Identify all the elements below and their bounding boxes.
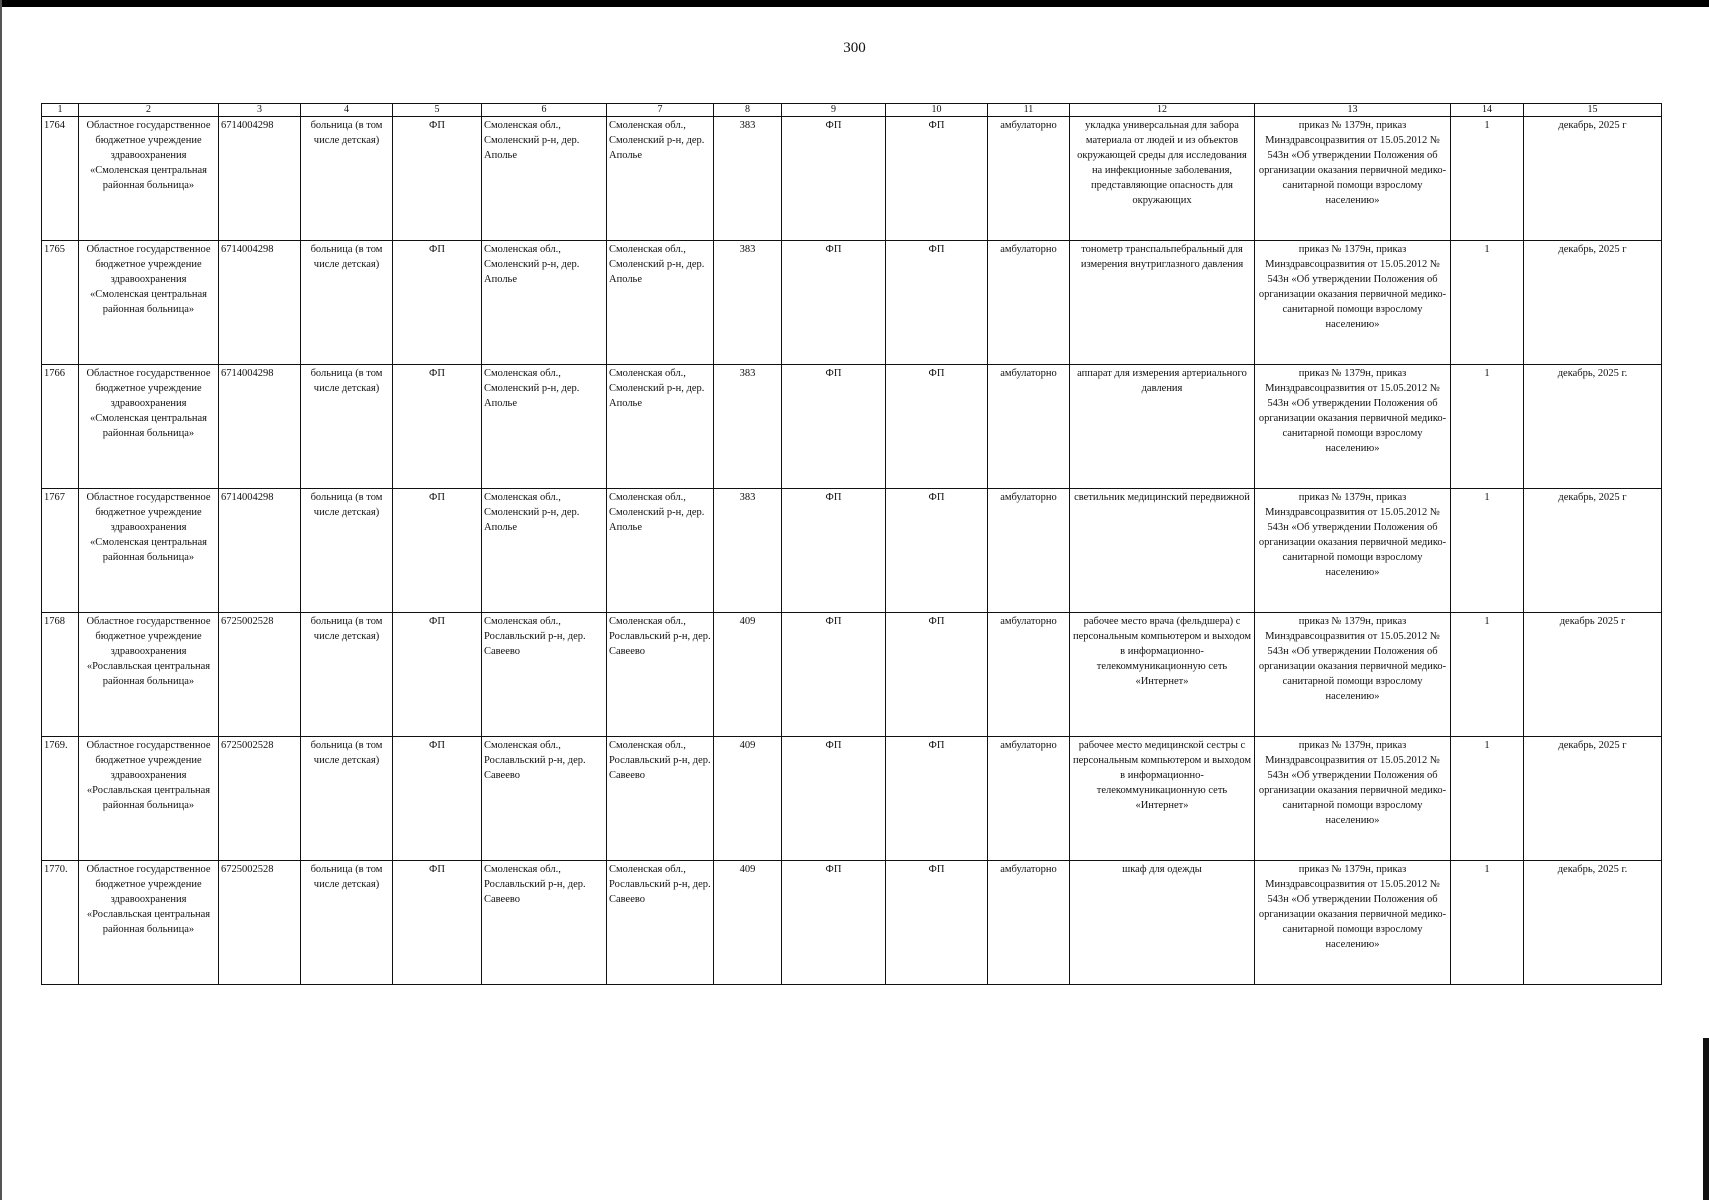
cell-organization-name: Областное государственное бюджетное учреждение здравоохранения «Смоленская центральная районная больница» (79, 365, 219, 489)
cell-due-date: декабрь, 2025 г (1524, 117, 1662, 241)
cell-institution-type: больница (в том числе детская) (301, 241, 393, 365)
cell-institution-type: больница (в том числе детская) (301, 737, 393, 861)
column-header-6: 6 (482, 104, 607, 117)
cell-row-number: 1766 (42, 365, 79, 489)
cell-organization-name: Областное государственное бюджетное учреждение здравоохранения «Смоленская центральная районная больница» (79, 117, 219, 241)
cell-inn-code: 6714004298 (219, 117, 301, 241)
page-number: 300 (843, 40, 866, 56)
cell-institution-type: больница (в том числе детская) (301, 613, 393, 737)
cell-quantity: 1 (1451, 613, 1524, 737)
cell-unit-type-col10: ФП (886, 365, 988, 489)
cell-address-primary: Смоленская обл., Смоленский р-н, дер. Аполье (482, 365, 607, 489)
cell-care-form: амбулаторно (988, 613, 1070, 737)
column-header-2: 2 (79, 104, 219, 117)
table-row (42, 117, 1662, 241)
cell-address-primary: Смоленская обл., Смоленский р-н, дер. Аполье (482, 241, 607, 365)
scan-right-edge-mark (1703, 1038, 1709, 1200)
cell-legal-basis: приказ № 1379н, приказ Минздравсоцразвития от 15.05.2012 № 543н «Об утверждении Положения об организации оказания первичной медико-санитарной помощи взрослому населению» (1255, 241, 1451, 365)
cell-row-number: 1770. (42, 861, 79, 985)
cell-address-primary: Смоленская обл., Рославльский р-н, дер. Савеево (482, 737, 607, 861)
cell-unit-type: ФП (393, 489, 482, 613)
cell-address-secondary: Смоленская обл., Смоленский р-н, дер. Аполье (607, 365, 714, 489)
cell-unit-type: ФП (393, 365, 482, 489)
equipment-table (41, 103, 1662, 985)
cell-unit-type-col10: ФП (886, 737, 988, 861)
cell-row-number: 1768 (42, 613, 79, 737)
cell-quantity: 1 (1451, 861, 1524, 985)
scan-top-border (0, 0, 1709, 7)
cell-unit-type: ФП (393, 737, 482, 861)
cell-unit-type-col10: ФП (886, 489, 988, 613)
scan-left-edge (0, 0, 2, 1200)
cell-care-form: амбулаторно (988, 737, 1070, 861)
cell-organization-name: Областное государственное бюджетное учреждение здравоохранения «Рославльская центральная районная больница» (79, 737, 219, 861)
cell-inn-code: 6714004298 (219, 489, 301, 613)
table-row (42, 861, 1662, 985)
cell-population: 383 (714, 489, 782, 613)
cell-unit-type-col9: ФП (782, 613, 886, 737)
cell-legal-basis: приказ № 1379н, приказ Минздравсоцразвития от 15.05.2012 № 543н «Об утверждении Положения об организации оказания первичной медико-санитарной помощи взрослому населению» (1255, 737, 1451, 861)
cell-row-number: 1765 (42, 241, 79, 365)
cell-address-secondary: Смоленская обл., Смоленский р-н, дер. Аполье (607, 241, 714, 365)
cell-care-form: амбулаторно (988, 117, 1070, 241)
cell-due-date: декабрь, 2025 г. (1524, 861, 1662, 985)
column-header-12: 12 (1070, 104, 1255, 117)
column-number-row (42, 104, 1662, 117)
cell-address-primary: Смоленская обл., Рославльский р-н, дер. Савеево (482, 613, 607, 737)
cell-legal-basis: приказ № 1379н, приказ Минздравсоцразвития от 15.05.2012 № 543н «Об утверждении Положения об организации оказания первичной медико-санитарной помощи взрослому населению» (1255, 861, 1451, 985)
cell-quantity: 1 (1451, 117, 1524, 241)
cell-organization-name: Областное государственное бюджетное учреждение здравоохранения «Рославльская центральная районная больница» (79, 613, 219, 737)
cell-unit-type: ФП (393, 117, 482, 241)
cell-due-date: декабрь, 2025 г (1524, 489, 1662, 613)
cell-unit-type-col9: ФП (782, 737, 886, 861)
table-row (42, 489, 1662, 613)
cell-quantity: 1 (1451, 489, 1524, 613)
column-header-3: 3 (219, 104, 301, 117)
table-body (42, 117, 1662, 985)
cell-population: 383 (714, 117, 782, 241)
cell-care-form: амбулаторно (988, 241, 1070, 365)
column-header-14: 14 (1451, 104, 1524, 117)
cell-row-number: 1764 (42, 117, 79, 241)
cell-care-form: амбулаторно (988, 489, 1070, 613)
cell-institution-type: больница (в том числе детская) (301, 117, 393, 241)
cell-inn-code: 6725002528 (219, 861, 301, 985)
cell-due-date: декабрь, 2025 г. (1524, 365, 1662, 489)
column-header-5: 5 (393, 104, 482, 117)
cell-address-primary: Смоленская обл., Рославльский р-н, дер. Савеево (482, 861, 607, 985)
column-header-15: 15 (1524, 104, 1662, 117)
cell-inn-code: 6725002528 (219, 737, 301, 861)
cell-equipment-name: шкаф для одежды (1070, 861, 1255, 985)
column-header-8: 8 (714, 104, 782, 117)
table-row (42, 613, 1662, 737)
column-header-10: 10 (886, 104, 988, 117)
cell-equipment-name: аппарат для измерения артериального давления (1070, 365, 1255, 489)
column-header-7: 7 (607, 104, 714, 117)
cell-row-number: 1769. (42, 737, 79, 861)
column-header-13: 13 (1255, 104, 1451, 117)
cell-equipment-name: тонометр транспальпебральный для измерения внутриглазного давления (1070, 241, 1255, 365)
cell-unit-type-col10: ФП (886, 241, 988, 365)
cell-inn-code: 6725002528 (219, 613, 301, 737)
cell-address-secondary: Смоленская обл., Рославльский р-н, дер. Савеево (607, 613, 714, 737)
cell-inn-code: 6714004298 (219, 241, 301, 365)
cell-institution-type: больница (в том числе детская) (301, 365, 393, 489)
cell-legal-basis: приказ № 1379н, приказ Минздравсоцразвития от 15.05.2012 № 543н «Об утверждении Положения об организации оказания первичной медико-санитарной помощи взрослому населению» (1255, 613, 1451, 737)
cell-unit-type-col10: ФП (886, 613, 988, 737)
cell-address-secondary: Смоленская обл., Рославльский р-н, дер. Савеево (607, 737, 714, 861)
cell-population: 383 (714, 241, 782, 365)
cell-unit-type-col9: ФП (782, 117, 886, 241)
column-header-1: 1 (42, 104, 79, 117)
cell-organization-name: Областное государственное бюджетное учреждение здравоохранения «Смоленская центральная районная больница» (79, 241, 219, 365)
cell-unit-type-col10: ФП (886, 117, 988, 241)
column-header-11: 11 (988, 104, 1070, 117)
cell-address-primary: Смоленская обл., Смоленский р-н, дер. Аполье (482, 489, 607, 613)
cell-due-date: декабрь 2025 г (1524, 613, 1662, 737)
cell-institution-type: больница (в том числе детская) (301, 861, 393, 985)
cell-equipment-name: укладка универсальная для забора материала от людей и из объектов окружающей среды для исследования на инфекционные заболевания, представляющие опасность для окружающих (1070, 117, 1255, 241)
table-row (42, 365, 1662, 489)
cell-equipment-name: рабочее место медицинской сестры с персональным компьютером и выходом в информационно-телекоммуникационную сеть «Интернет» (1070, 737, 1255, 861)
cell-legal-basis: приказ № 1379н, приказ Минздравсоцразвития от 15.05.2012 № 543н «Об утверждении Положения об организации оказания первичной медико-санитарной помощи взрослому населению» (1255, 365, 1451, 489)
cell-legal-basis: приказ № 1379н, приказ Минздравсоцразвития от 15.05.2012 № 543н «Об утверждении Положения об организации оказания первичной медико-санитарной помощи взрослому населению» (1255, 117, 1451, 241)
cell-legal-basis: приказ № 1379н, приказ Минздравсоцразвития от 15.05.2012 № 543н «Об утверждении Положения об организации оказания первичной медико-санитарной помощи взрослому населению» (1255, 489, 1451, 613)
cell-unit-type-col9: ФП (782, 241, 886, 365)
column-header-9: 9 (782, 104, 886, 117)
table-row (42, 241, 1662, 365)
cell-care-form: амбулаторно (988, 861, 1070, 985)
cell-address-primary: Смоленская обл., Смоленский р-н, дер. Аполье (482, 117, 607, 241)
cell-unit-type: ФП (393, 861, 482, 985)
table-row (42, 737, 1662, 861)
cell-row-number: 1767 (42, 489, 79, 613)
cell-care-form: амбулаторно (988, 365, 1070, 489)
cell-quantity: 1 (1451, 241, 1524, 365)
cell-address-secondary: Смоленская обл., Смоленский р-н, дер. Аполье (607, 489, 714, 613)
cell-institution-type: больница (в том числе детская) (301, 489, 393, 613)
cell-unit-type-col10: ФП (886, 861, 988, 985)
cell-population: 383 (714, 365, 782, 489)
cell-unit-type-col9: ФП (782, 861, 886, 985)
cell-population: 409 (714, 613, 782, 737)
cell-due-date: декабрь, 2025 г (1524, 737, 1662, 861)
cell-unit-type-col9: ФП (782, 489, 886, 613)
cell-organization-name: Областное государственное бюджетное учреждение здравоохранения «Рославльская центральная районная больница» (79, 861, 219, 985)
cell-quantity: 1 (1451, 365, 1524, 489)
column-header-4: 4 (301, 104, 393, 117)
cell-unit-type: ФП (393, 613, 482, 737)
cell-inn-code: 6714004298 (219, 365, 301, 489)
cell-address-secondary: Смоленская обл., Рославльский р-н, дер. Савеево (607, 861, 714, 985)
cell-unit-type: ФП (393, 241, 482, 365)
cell-due-date: декабрь, 2025 г (1524, 241, 1662, 365)
cell-quantity: 1 (1451, 737, 1524, 861)
cell-equipment-name: светильник медицинский передвижной (1070, 489, 1255, 613)
cell-address-secondary: Смоленская обл., Смоленский р-н, дер. Аполье (607, 117, 714, 241)
cell-population: 409 (714, 861, 782, 985)
cell-organization-name: Областное государственное бюджетное учреждение здравоохранения «Смоленская центральная районная больница» (79, 489, 219, 613)
cell-unit-type-col9: ФП (782, 365, 886, 489)
cell-equipment-name: рабочее место врача (фельдшера) с персональным компьютером и выходом в информационно-телекоммуникационную сеть «Интернет» (1070, 613, 1255, 737)
cell-population: 409 (714, 737, 782, 861)
